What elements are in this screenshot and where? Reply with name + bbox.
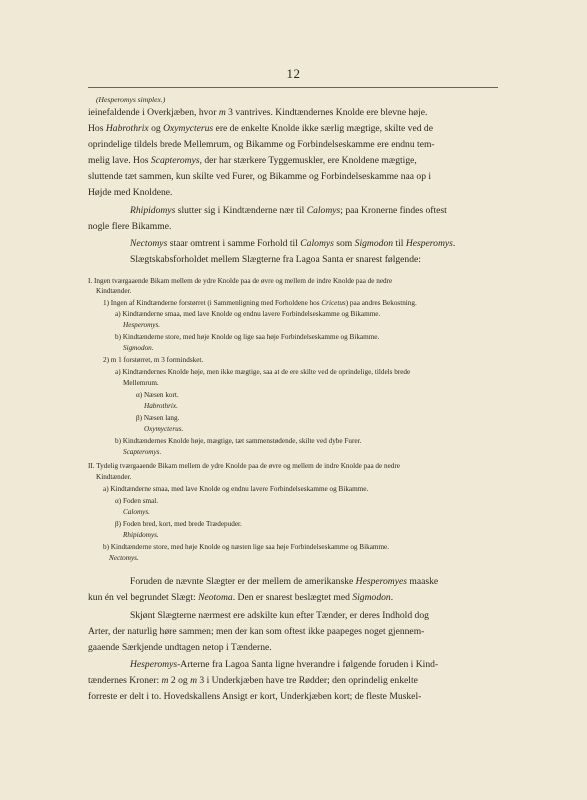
key-line: II. Tydelig tværgaaende Bikam mellem de ydre Knolde paa de øvre og mellem de indre Knolde paa de nedre: [88, 462, 400, 470]
key-line: 1) Ingen af Kindtænderne forstørret (i Sammenligning med Forholdene hos Cricetus) paa andres Bekostning.: [103, 299, 417, 307]
paragraph-2-line-1: Rhipidomys slutter sig i Kindtænderne nær til Calomys; paa Kronerne findes oftest: [130, 205, 447, 216]
key-line: Kindtænder.: [96, 287, 132, 295]
key-line: b) Kindtænderne store, med høje Knolde og lige saa høje Forbindelseskamme og Bikamme.: [115, 333, 380, 341]
paragraph-1-line-5: sluttende tæt sammen, kun skilte ved Furer, og Bikamme og Forbindelseskamme naa op i: [88, 171, 432, 182]
key-genus: Sigmodon.: [123, 344, 154, 352]
paragraph-5-line-1: Skjønt Slægterne nærmest ere adskilte kun efter Tænder, er deres Indhold dog: [130, 610, 429, 621]
key-line: b) Kindtænderne store, med høje Knolde og næsten lige saa høje Forbindelseskamme og Bikamme.: [103, 543, 390, 551]
key-intro: Slægtskabsforholdet mellem Slægterne fra Lagoa Santa er snarest følgende:: [130, 254, 421, 265]
key-line: Kindtænder.: [96, 473, 132, 481]
key-genus: Habrothrix.: [144, 402, 178, 410]
key-line: a) Kindtændernes Knolde høje, men ikke mægtige, saa at de ere skilte ved de oprindelige, tildels brede: [115, 368, 411, 376]
key-line: a) Kindtænderne smaa, med lave Knolde og endnu lavere Forbindelseskamme og Bikamme.: [115, 310, 381, 318]
paragraph-2-line-2: nogle flere Bikamme.: [88, 221, 172, 232]
key-genus: Scapteromys.: [123, 448, 162, 456]
paragraph-5-line-3: gaaende Særkjende undtagen netop i Tænderne.: [88, 642, 272, 653]
key-genus: Oxymycterus.: [144, 425, 184, 433]
paragraph-6-line-1: Hesperomys-Arterne fra Lagoa Santa ligne hverandre i følgende foruden i Kind-: [130, 659, 439, 670]
key-line: α) Næsen kort.: [136, 391, 179, 399]
key-genus: Calomys.: [123, 508, 150, 516]
key-line: β) Næsen lang.: [136, 414, 180, 422]
paragraph-6-line-2: tændernes Kroner: m 2 og m 3 i Underkjæben have tre Rødder; den oprindelig enkelte: [88, 675, 418, 686]
paragraph-1-line-2: Hos Habrothrix og Oxymycterus ere de enkelte Knolde ikke særlig mægtige, skilte ved de: [88, 123, 433, 134]
key-genus: Rhipidomys.: [123, 531, 159, 539]
paragraph-1-line-6: Højde med Knoldene.: [88, 187, 173, 198]
key-line: α) Foden smal.: [115, 497, 159, 505]
key-line: I. Ingen tværgaaende Bikam mellem de ydre Knolde paa de øvre og mellem de indre Knolde paa de nedre: [88, 277, 393, 285]
key-genus: Hesperomys.: [123, 321, 161, 329]
paragraph-6-line-3: forreste er delt i to. Hovedskallens Ansigt er kort, Underkjæben kort; de fleste Muskel-: [88, 691, 422, 702]
paragraph-1-line-3: oprindelige tildels brede Mellemrum, og Bikamme og Forbindelseskamme ere endnu tem-: [88, 139, 435, 150]
key-line: 2) m 1 forstørret, m 3 formindsket.: [103, 356, 204, 364]
running-header: (Hesperomys simplex.): [96, 95, 166, 104]
paragraph-4-line-1: Foruden de nævnte Slægter er der mellem de amerikanske Hesperomyes maaske: [130, 576, 439, 587]
key-genus: Nectomys.: [109, 554, 139, 562]
paragraph-5-line-2: Arter, der naturlig høre sammen; men der kan som oftest ikke paapeges noget gjennem-: [88, 626, 425, 637]
page-number: 12: [286, 66, 301, 81]
paragraph-3: Nectomys staar omtrent i samme Forhold til Calomys som Sigmodon til Hesperomys.: [130, 238, 456, 249]
key-line: a) Kindtænderne smaa, med lave Knolde og endnu lavere Forbindelseskamme og Bikamme.: [103, 485, 369, 493]
key-line: β) Foden bred, kort, med brede Trædepuder.: [115, 520, 242, 528]
paragraph-1-line-4: melig lave. Hos Scapteromys, der har stærkere Tyggemuskler, ere Knoldene mægtige,: [88, 155, 417, 166]
paragraph-1-line-1: ieinefaldende i Overkjæben, hvor m 3 vantrives. Kindtændernes Knolde ere blevne høje.: [88, 107, 428, 118]
key-line: Mellemrum.: [123, 379, 159, 387]
header-rule: [88, 87, 498, 88]
paragraph-4-line-2: kun én vel begrundet Slægt: Neotoma. Den er snarest beslægtet med Sigmodon.: [88, 592, 394, 603]
key-line: b) Kindtændernes Knolde høje, mægtige, tæt sammenstødende, skilte ved dybe Furer.: [115, 437, 362, 445]
